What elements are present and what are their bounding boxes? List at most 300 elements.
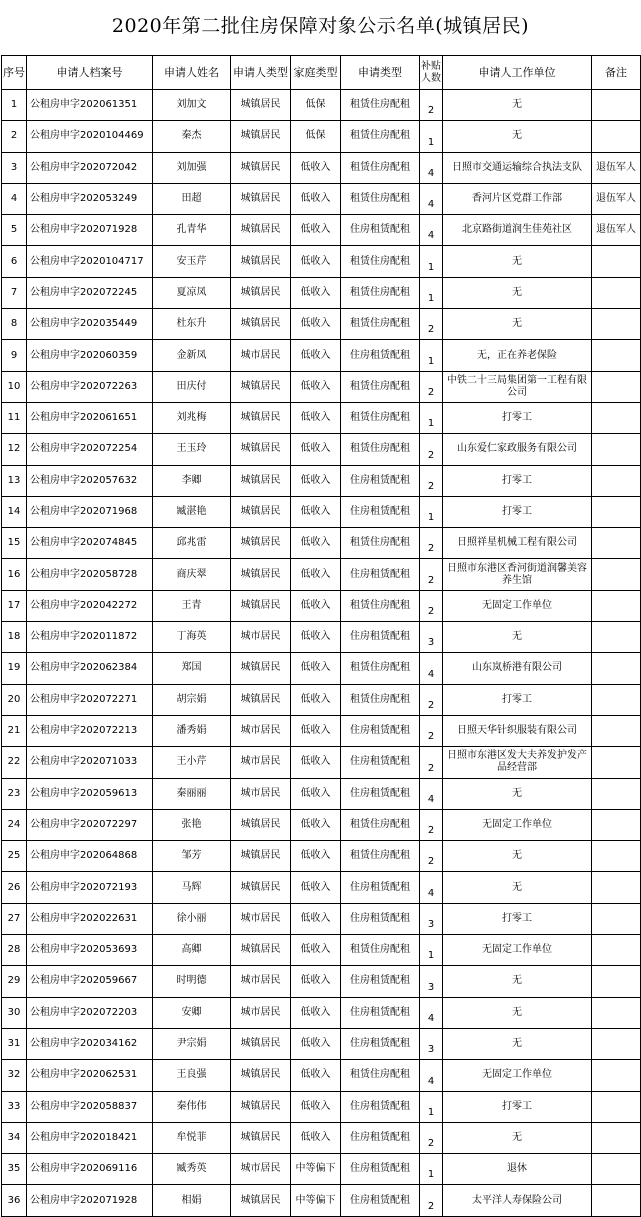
cell-work-unit: 无	[443, 277, 592, 308]
cell-subsidy-count: 3	[420, 966, 443, 997]
cell-apply-type: 租赁住房配租	[341, 528, 420, 559]
cell-applicant-type: 城镇居民	[231, 528, 291, 559]
table-row	[2, 559, 641, 590]
cell-work-unit: 香河片区党群工作部	[443, 183, 592, 214]
cell-remark	[592, 747, 641, 778]
cell-family-type: 低收入	[291, 1060, 341, 1091]
cell-applicant-type: 城镇居民	[231, 809, 291, 840]
cell-remark	[592, 90, 641, 121]
cell-seq: 3	[2, 152, 27, 183]
cell-remark	[592, 309, 641, 340]
cell-seq: 4	[2, 183, 27, 214]
header-name: 申请人姓名	[153, 56, 231, 90]
cell-name: 郑国	[153, 653, 231, 684]
table-row	[2, 402, 641, 433]
cell-name: 臧湛艳	[153, 496, 231, 527]
cell-family-type: 低收入	[291, 152, 341, 183]
cell-apply-type: 住房租赁配租	[341, 1185, 420, 1216]
cell-subsidy-count: 4	[420, 997, 443, 1028]
cell-work-unit: 打零工	[443, 684, 592, 715]
cell-remark	[592, 1060, 641, 1091]
cell-family-type: 低收入	[291, 183, 341, 214]
cell-remark	[592, 277, 641, 308]
cell-seq: 6	[2, 246, 27, 277]
cell-seq: 31	[2, 1028, 27, 1059]
cell-seq: 28	[2, 935, 27, 966]
cell-remark	[592, 340, 641, 371]
cell-subsidy-count: 2	[420, 590, 443, 621]
cell-seq: 26	[2, 872, 27, 903]
table-row	[2, 309, 641, 340]
cell-applicant-type: 城镇居民	[231, 684, 291, 715]
cell-work-unit: 无	[443, 841, 592, 872]
cell-file-no: 公租房申字202059613	[27, 778, 153, 809]
cell-seq: 34	[2, 1122, 27, 1153]
table-row	[2, 340, 641, 371]
cell-file-no: 公租房申字202062531	[27, 1060, 153, 1091]
cell-applicant-type: 城市居民	[231, 715, 291, 746]
cell-subsidy-count: 1	[420, 1091, 443, 1122]
table-row	[2, 809, 641, 840]
cell-file-no: 公租房申字202053693	[27, 935, 153, 966]
cell-applicant-type: 城镇居民	[231, 1091, 291, 1122]
cell-name: 张艳	[153, 809, 231, 840]
cell-subsidy-count: 1	[420, 496, 443, 527]
table-row	[2, 1028, 641, 1059]
cell-subsidy-count: 2	[420, 1122, 443, 1153]
cell-work-unit: 无	[443, 1122, 592, 1153]
cell-apply-type: 租赁住房配租	[341, 183, 420, 214]
cell-subsidy-count: 2	[420, 747, 443, 778]
cell-file-no: 公租房申字202059667	[27, 966, 153, 997]
cell-subsidy-count: 4	[420, 653, 443, 684]
cell-seq: 36	[2, 1185, 27, 1216]
cell-seq: 8	[2, 309, 27, 340]
cell-applicant-type: 城镇居民	[231, 590, 291, 621]
cell-applicant-type: 城镇居民	[231, 246, 291, 277]
cell-apply-type: 住房租赁配租	[341, 1091, 420, 1122]
cell-family-type: 低收入	[291, 434, 341, 465]
cell-seq: 17	[2, 590, 27, 621]
cell-remark	[592, 371, 641, 402]
cell-apply-type: 租赁住房配租	[341, 246, 420, 277]
cell-file-no: 公租房申字202022631	[27, 903, 153, 934]
table-row	[2, 684, 641, 715]
cell-applicant-type: 城市居民	[231, 1154, 291, 1185]
cell-file-no: 公租房申字202074845	[27, 528, 153, 559]
cell-file-no: 公租房申字202035449	[27, 309, 153, 340]
cell-subsidy-count: 1	[420, 935, 443, 966]
cell-seq: 23	[2, 778, 27, 809]
cell-name: 邹芳	[153, 841, 231, 872]
table-row	[2, 215, 641, 246]
table-row	[2, 152, 641, 183]
cell-file-no: 公租房申字202058728	[27, 559, 153, 590]
cell-work-unit: 打零工	[443, 496, 592, 527]
cell-seq: 5	[2, 215, 27, 246]
cell-work-unit: 无固定工作单位	[443, 1060, 592, 1091]
cell-applicant-type: 城镇居民	[231, 935, 291, 966]
cell-apply-type: 租赁住房配租	[341, 371, 420, 402]
cell-work-unit: 日照祥星机械工程有限公司	[443, 528, 592, 559]
cell-applicant-type: 城市居民	[231, 340, 291, 371]
cell-work-unit: 无，正在养老保险	[443, 340, 592, 371]
cell-file-no: 公租房申字202072271	[27, 684, 153, 715]
cell-applicant-type: 城镇居民	[231, 434, 291, 465]
cell-applicant-type: 城镇居民	[231, 371, 291, 402]
cell-family-type: 低收入	[291, 496, 341, 527]
cell-name: 胡宗娟	[153, 684, 231, 715]
cell-subsidy-count: 2	[420, 841, 443, 872]
cell-subsidy-count: 2	[420, 309, 443, 340]
cell-work-unit: 无	[443, 622, 592, 653]
cell-apply-type: 住房租赁配租	[341, 496, 420, 527]
cell-name: 高卿	[153, 935, 231, 966]
cell-remark	[592, 465, 641, 496]
cell-apply-type: 住房租赁配租	[341, 465, 420, 496]
table-row	[2, 747, 641, 778]
cell-apply-type: 租赁住房配租	[341, 590, 420, 621]
cell-family-type: 低收入	[291, 1122, 341, 1153]
cell-apply-type: 租赁住房配租	[341, 277, 420, 308]
cell-name: 杜东升	[153, 309, 231, 340]
cell-name: 徐小丽	[153, 903, 231, 934]
cell-work-unit: 退休	[443, 1154, 592, 1185]
cell-name: 孔青华	[153, 215, 231, 246]
cell-file-no: 公租房申字202072297	[27, 809, 153, 840]
cell-subsidy-count: 2	[420, 528, 443, 559]
cell-applicant-type: 城镇居民	[231, 215, 291, 246]
cell-subsidy-count: 2	[420, 1185, 443, 1216]
cell-family-type: 低收入	[291, 778, 341, 809]
cell-work-unit: 太平洋人寿保险公司	[443, 1185, 592, 1216]
cell-seq: 10	[2, 371, 27, 402]
table-row	[2, 1091, 641, 1122]
cell-seq: 15	[2, 528, 27, 559]
table-row	[2, 935, 641, 966]
cell-family-type: 低收入	[291, 277, 341, 308]
cell-family-type: 低收入	[291, 872, 341, 903]
cell-family-type: 中等偏下	[291, 1154, 341, 1185]
cell-name: 王良强	[153, 1060, 231, 1091]
cell-file-no: 公租房申字202062384	[27, 653, 153, 684]
cell-apply-type: 租赁住房配租	[341, 90, 420, 121]
cell-apply-type: 住房租赁配租	[341, 622, 420, 653]
cell-applicant-type: 城镇居民	[231, 183, 291, 214]
cell-applicant-type: 城镇居民	[231, 1185, 291, 1216]
table-row	[2, 121, 641, 152]
cell-subsidy-count: 2	[420, 809, 443, 840]
cell-applicant-type: 城市居民	[231, 778, 291, 809]
cell-name: 丁海英	[153, 622, 231, 653]
table-row	[2, 966, 641, 997]
cell-subsidy-count: 1	[420, 246, 443, 277]
cell-applicant-type: 城镇居民	[231, 402, 291, 433]
cell-name: 尹宗娟	[153, 1028, 231, 1059]
cell-name: 安玉芹	[153, 246, 231, 277]
table-row	[2, 1122, 641, 1153]
cell-remark	[592, 1185, 641, 1216]
cell-family-type: 低收入	[291, 590, 341, 621]
cell-subsidy-count: 4	[420, 778, 443, 809]
cell-remark	[592, 496, 641, 527]
cell-family-type: 低收入	[291, 809, 341, 840]
cell-apply-type: 住房租赁配租	[341, 966, 420, 997]
table-row	[2, 183, 641, 214]
cell-name: 刘加强	[153, 152, 231, 183]
cell-name: 秦丽丽	[153, 778, 231, 809]
cell-seq: 7	[2, 277, 27, 308]
cell-file-no: 公租房申字202058837	[27, 1091, 153, 1122]
cell-remark	[592, 841, 641, 872]
cell-applicant-type: 城市居民	[231, 997, 291, 1028]
header-subsidy-count: 补贴人数	[420, 56, 443, 90]
cell-apply-type: 住房租赁配租	[341, 215, 420, 246]
cell-family-type: 低收入	[291, 622, 341, 653]
cell-family-type: 低收入	[291, 1091, 341, 1122]
cell-name: 王小芹	[153, 747, 231, 778]
cell-seq: 29	[2, 966, 27, 997]
cell-remark	[592, 590, 641, 621]
header-work-unit: 申请人工作单位	[443, 56, 592, 90]
header-row	[2, 56, 641, 90]
cell-seq: 13	[2, 465, 27, 496]
cell-name: 李卿	[153, 465, 231, 496]
cell-subsidy-count: 3	[420, 903, 443, 934]
cell-family-type: 低收入	[291, 246, 341, 277]
cell-work-unit: 中铁二十三局集团第一工程有限公司	[443, 371, 592, 402]
cell-applicant-type: 城镇居民	[231, 653, 291, 684]
table-row	[2, 1185, 641, 1216]
table-row	[2, 434, 641, 465]
cell-seq: 24	[2, 809, 27, 840]
cell-name: 商庆翠	[153, 559, 231, 590]
cell-seq: 11	[2, 402, 27, 433]
cell-applicant-type: 城市居民	[231, 622, 291, 653]
cell-apply-type: 租赁住房配租	[341, 684, 420, 715]
cell-name: 刘兆梅	[153, 402, 231, 433]
cell-work-unit: 日照市东港区香河街道润馨美容养生馆	[443, 559, 592, 590]
cell-work-unit: 北京路街道润生佳苑社区	[443, 215, 592, 246]
cell-apply-type: 租赁住房配租	[341, 809, 420, 840]
table-row	[2, 528, 641, 559]
cell-subsidy-count: 1	[420, 1154, 443, 1185]
cell-work-unit: 无固定工作单位	[443, 590, 592, 621]
cell-file-no: 公租房申字202011872	[27, 622, 153, 653]
cell-family-type: 低保	[291, 90, 341, 121]
cell-file-no: 公租房申字202057632	[27, 465, 153, 496]
table-row	[2, 872, 641, 903]
cell-subsidy-count: 2	[420, 465, 443, 496]
cell-apply-type: 租赁住房配租	[341, 309, 420, 340]
cell-seq: 33	[2, 1091, 27, 1122]
cell-seq: 32	[2, 1060, 27, 1091]
cell-family-type: 低收入	[291, 340, 341, 371]
cell-work-unit: 无	[443, 246, 592, 277]
header-applicant-type: 申请人类型	[231, 56, 291, 90]
cell-remark	[592, 1028, 641, 1059]
cell-applicant-type: 城镇居民	[231, 309, 291, 340]
cell-seq: 25	[2, 841, 27, 872]
cell-remark	[592, 966, 641, 997]
cell-remark	[592, 559, 641, 590]
cell-file-no: 公租房申字202072193	[27, 872, 153, 903]
cell-file-no: 公租房申字202071033	[27, 747, 153, 778]
cell-remark	[592, 1154, 641, 1185]
cell-apply-type: 住房租赁配租	[341, 903, 420, 934]
cell-file-no: 公租房申字202072254	[27, 434, 153, 465]
cell-name: 王玉玲	[153, 434, 231, 465]
cell-file-no: 公租房申字202042272	[27, 590, 153, 621]
cell-applicant-type: 城市居民	[231, 747, 291, 778]
cell-file-no: 公租房申字202072203	[27, 997, 153, 1028]
cell-name: 相娟	[153, 1185, 231, 1216]
cell-name: 金新凤	[153, 340, 231, 371]
header-family-type: 家庭类型	[291, 56, 341, 90]
cell-apply-type: 住房租赁配租	[341, 997, 420, 1028]
cell-remark	[592, 997, 641, 1028]
table-row	[2, 778, 641, 809]
cell-subsidy-count: 3	[420, 622, 443, 653]
cell-work-unit: 无固定工作单位	[443, 935, 592, 966]
cell-applicant-type: 城市居民	[231, 903, 291, 934]
cell-apply-type: 租赁住房配租	[341, 434, 420, 465]
cell-name: 潘秀娟	[153, 715, 231, 746]
cell-work-unit: 无	[443, 966, 592, 997]
cell-work-unit: 无	[443, 121, 592, 152]
cell-name: 时明德	[153, 966, 231, 997]
cell-file-no: 公租房申字202072042	[27, 152, 153, 183]
cell-file-no: 公租房申字2020104469	[27, 121, 153, 152]
cell-apply-type: 租赁住房配租	[341, 121, 420, 152]
cell-remark: 退伍军人	[592, 215, 641, 246]
cell-work-unit: 山东爱仁家政服务有限公司	[443, 434, 592, 465]
cell-applicant-type: 城镇居民	[231, 121, 291, 152]
cell-subsidy-count: 4	[420, 872, 443, 903]
cell-work-unit: 打零工	[443, 465, 592, 496]
cell-apply-type: 租赁住房配租	[341, 841, 420, 872]
cell-family-type: 低收入	[291, 559, 341, 590]
cell-name: 田庆付	[153, 371, 231, 402]
cell-applicant-type: 城镇居民	[231, 152, 291, 183]
cell-seq: 12	[2, 434, 27, 465]
table-row	[2, 246, 641, 277]
table-row	[2, 371, 641, 402]
cell-subsidy-count: 2	[420, 715, 443, 746]
cell-applicant-type: 城镇居民	[231, 1122, 291, 1153]
cell-subsidy-count: 4	[420, 215, 443, 246]
cell-apply-type: 住房租赁配租	[341, 1154, 420, 1185]
cell-work-unit: 无	[443, 90, 592, 121]
cell-name: 田超	[153, 183, 231, 214]
header-remark: 备注	[592, 56, 641, 90]
cell-applicant-type: 城镇居民	[231, 559, 291, 590]
header-file-no: 申请人档案号	[27, 56, 153, 90]
cell-subsidy-count: 4	[420, 152, 443, 183]
cell-file-no: 公租房申字202072213	[27, 715, 153, 746]
cell-name: 安卿	[153, 997, 231, 1028]
cell-applicant-type: 城镇居民	[231, 1028, 291, 1059]
cell-apply-type: 住房租赁配租	[341, 747, 420, 778]
cell-subsidy-count: 3	[420, 1028, 443, 1059]
cell-name: 秦伟伟	[153, 1091, 231, 1122]
cell-applicant-type: 城镇居民	[231, 496, 291, 527]
table-row	[2, 841, 641, 872]
cell-file-no: 公租房申字202072245	[27, 277, 153, 308]
cell-apply-type: 租赁住房配租	[341, 402, 420, 433]
table-row	[2, 1154, 641, 1185]
cell-file-no: 公租房申字202053249	[27, 183, 153, 214]
cell-family-type: 低收入	[291, 309, 341, 340]
cell-work-unit: 无	[443, 872, 592, 903]
cell-applicant-type: 城镇居民	[231, 841, 291, 872]
cell-work-unit: 打零工	[443, 1091, 592, 1122]
cell-family-type: 低收入	[291, 715, 341, 746]
cell-name: 刘加文	[153, 90, 231, 121]
cell-work-unit: 日照市东港区发大夫养发护发产品经营部	[443, 747, 592, 778]
cell-family-type: 低收入	[291, 747, 341, 778]
cell-apply-type: 租赁住房配租	[341, 653, 420, 684]
cell-remark: 退伍军人	[592, 152, 641, 183]
cell-file-no: 公租房申字202018421	[27, 1122, 153, 1153]
cell-work-unit: 打零工	[443, 402, 592, 433]
cell-name: 马辉	[153, 872, 231, 903]
cell-applicant-type: 城镇居民	[231, 277, 291, 308]
cell-seq: 18	[2, 622, 27, 653]
cell-file-no: 公租房申字2020104717	[27, 246, 153, 277]
cell-name: 王青	[153, 590, 231, 621]
table-row	[2, 653, 641, 684]
header-apply-type: 申请类型	[341, 56, 420, 90]
cell-family-type: 低收入	[291, 528, 341, 559]
table-row	[2, 622, 641, 653]
cell-remark	[592, 872, 641, 903]
cell-work-unit: 无	[443, 1028, 592, 1059]
cell-family-type: 低收入	[291, 684, 341, 715]
cell-remark	[592, 434, 641, 465]
cell-family-type: 低收入	[291, 1028, 341, 1059]
cell-work-unit: 日照天华针织服装有限公司	[443, 715, 592, 746]
cell-apply-type: 住房租赁配租	[341, 872, 420, 903]
cell-remark: 退伍军人	[592, 183, 641, 214]
cell-remark	[592, 715, 641, 746]
cell-family-type: 低收入	[291, 653, 341, 684]
cell-name: 邱兆雷	[153, 528, 231, 559]
cell-applicant-type: 城镇居民	[231, 872, 291, 903]
cell-subsidy-count: 1	[420, 277, 443, 308]
cell-subsidy-count: 2	[420, 559, 443, 590]
cell-work-unit: 山东岚桥港有限公司	[443, 653, 592, 684]
cell-subsidy-count: 1	[420, 402, 443, 433]
cell-subsidy-count: 2	[420, 90, 443, 121]
cell-apply-type: 住房租赁配租	[341, 1028, 420, 1059]
cell-subsidy-count: 2	[420, 371, 443, 402]
applicant-table	[1, 55, 641, 1217]
cell-family-type: 低收入	[291, 997, 341, 1028]
cell-work-unit: 日照市交通运输综合执法支队	[443, 152, 592, 183]
cell-seq: 9	[2, 340, 27, 371]
cell-remark	[592, 684, 641, 715]
cell-apply-type: 住房租赁配租	[341, 715, 420, 746]
cell-name: 夏凉凤	[153, 277, 231, 308]
cell-file-no: 公租房申字202034162	[27, 1028, 153, 1059]
cell-seq: 21	[2, 715, 27, 746]
cell-seq: 14	[2, 496, 27, 527]
cell-seq: 35	[2, 1154, 27, 1185]
cell-remark	[592, 622, 641, 653]
cell-apply-type: 住房租赁配租	[341, 778, 420, 809]
cell-remark	[592, 1091, 641, 1122]
